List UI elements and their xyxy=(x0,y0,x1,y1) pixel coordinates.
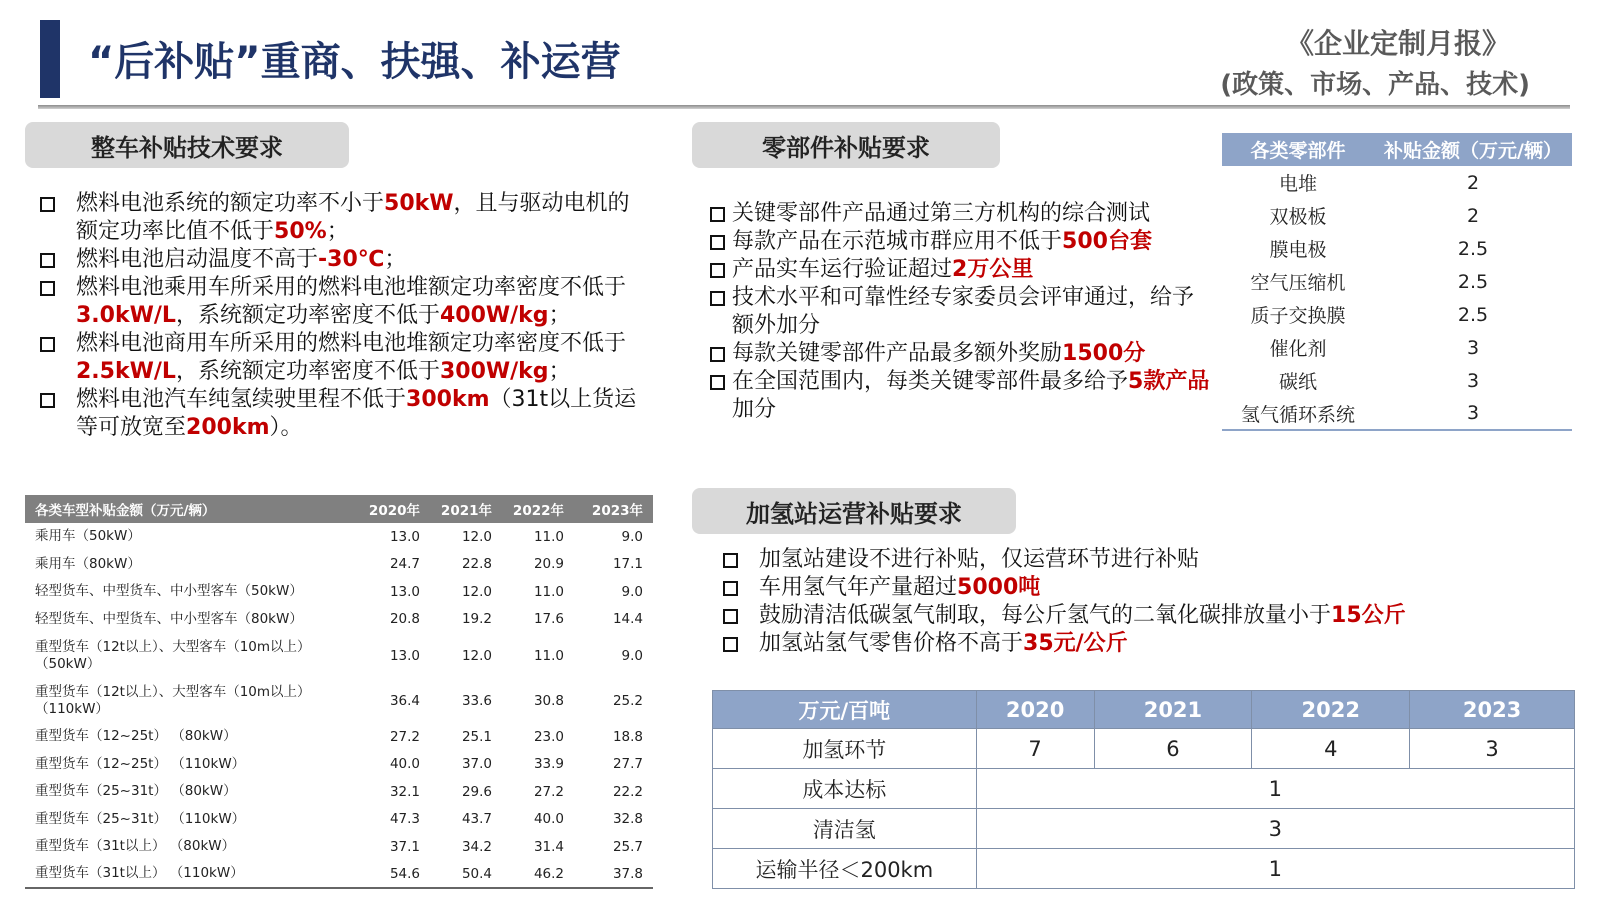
list-item xyxy=(710,284,1210,340)
table-row xyxy=(1222,397,1572,430)
list-item-text: 燃料电池系统的额定功率不小于 xyxy=(76,191,385,216)
table-cell: 17.1 xyxy=(612,556,643,573)
table-cell: 22.8 xyxy=(461,556,492,573)
highlight-value: 15公斤 xyxy=(1331,603,1406,628)
table-row xyxy=(25,633,653,678)
highlight-value: 50kW xyxy=(384,191,454,216)
column-header: 2023 xyxy=(1410,691,1575,729)
column-header: 各类车型补贴金额（万元/辆） xyxy=(25,495,355,523)
table-row xyxy=(1222,331,1572,364)
table-cell: 24.7 xyxy=(389,556,420,573)
table-row xyxy=(1222,232,1572,265)
table-cell: 54.6 xyxy=(355,861,430,889)
checkbox-bullet-icon xyxy=(710,347,725,362)
table-row xyxy=(25,751,653,779)
table-row xyxy=(25,606,653,634)
list-item-text: 在全国范围内，每类关键零部件最多给予 xyxy=(732,369,1129,394)
list-item xyxy=(710,340,1210,368)
row-label: 乘用车（80kW） xyxy=(35,555,141,572)
table-cell: 9.0 xyxy=(621,583,643,600)
list-item xyxy=(40,330,650,386)
table-cell: 11.0 xyxy=(533,528,564,545)
list-item-text: 车用氢气年产量超过 xyxy=(759,575,958,600)
table-cell: 19.2 xyxy=(461,611,492,628)
list-item-text: ； xyxy=(326,219,349,244)
table-cell: 22.2 xyxy=(612,783,643,800)
table-cell: 1 xyxy=(976,849,1574,889)
list-item xyxy=(710,256,1210,284)
table-cell: 29.6 xyxy=(461,783,492,800)
highlight-value: 1500分 xyxy=(1062,341,1146,366)
table-cell: 3 xyxy=(1410,729,1575,769)
table-row xyxy=(713,729,1575,769)
parts-requirements-list xyxy=(710,200,1210,424)
list-item-text: 燃料电池汽车纯氢续驶里程不低于 xyxy=(76,387,407,412)
highlight-value: 2.5kW/L xyxy=(76,359,176,384)
table-cell: 13.0 xyxy=(389,583,420,600)
highlight-value: 5000吨 xyxy=(957,575,1041,600)
list-item-text: 加氢站建设不进行补贴，仅运营环节进行补贴 xyxy=(759,547,1200,572)
header-divider xyxy=(38,105,1570,109)
table-cell: 6 xyxy=(1094,729,1252,769)
list-item xyxy=(710,228,1210,256)
table-cell: 12.0 xyxy=(461,583,492,600)
table-cell: 14.4 xyxy=(612,611,643,628)
table-cell: 11.0 xyxy=(533,647,564,664)
highlight-value: 50% xyxy=(274,219,327,244)
table-row xyxy=(1222,199,1572,232)
row-label: 轻型货车、中型货车、中小型客车（80kW） xyxy=(35,610,303,627)
list-item-text: 关键零部件产品通过第三方机构的综合测试 xyxy=(732,201,1151,226)
list-item-text: ，且与驱动电机的额定功率比值不低于 xyxy=(76,191,630,244)
highlight-value: 300km xyxy=(406,387,490,412)
section-parts-label: 零部件补贴要求 xyxy=(692,122,1000,168)
vehicle-requirements-list xyxy=(40,190,650,442)
table-cell: 37.0 xyxy=(461,756,492,773)
row-label: 重型货车（12t以上）、大型客车（10m以上）（110kW） xyxy=(35,683,311,717)
table-cell: 20.8 xyxy=(389,611,420,628)
row-label: 质子交换膜 xyxy=(1250,305,1346,327)
table-cell: 3 xyxy=(1466,336,1480,359)
table-row xyxy=(713,849,1575,889)
table-cell: 43.7 xyxy=(461,811,492,828)
table-row xyxy=(25,778,653,806)
list-item xyxy=(710,200,1210,228)
table-cell: 27.2 xyxy=(533,783,564,800)
vehicle-subsidy-table xyxy=(25,495,653,889)
table-cell: 7 xyxy=(976,729,1094,769)
highlight-value: 300W/kg xyxy=(439,359,549,384)
row-label: 氢气循环系统 xyxy=(1222,397,1374,430)
row-label: 加氢环节 xyxy=(713,729,977,769)
table-cell: 13.0 xyxy=(389,647,420,664)
title-accent-bar xyxy=(40,20,60,98)
table-cell: 33.9 xyxy=(533,756,564,773)
station-requirements-list xyxy=(723,546,1443,658)
table-cell: 2.5 xyxy=(1457,270,1489,293)
list-item xyxy=(40,274,650,330)
table-cell: 34.2 xyxy=(461,838,492,855)
table-cell: 11.0 xyxy=(533,583,564,600)
table-row xyxy=(25,578,653,606)
table-cell: 17.6 xyxy=(533,611,564,628)
table-cell: 3 xyxy=(1466,369,1480,392)
checkbox-bullet-icon xyxy=(40,281,55,296)
checkbox-bullet-icon xyxy=(710,235,725,250)
list-item-text: 每款关键零部件产品最多额外奖励 xyxy=(732,341,1063,366)
table-cell: 3 xyxy=(1374,397,1572,430)
column-header: 2021年 xyxy=(430,495,502,523)
table-cell: 37.8 xyxy=(574,861,653,889)
checkbox-bullet-icon xyxy=(710,291,725,306)
highlight-value: 500台套 xyxy=(1062,229,1152,254)
table-row xyxy=(25,523,653,551)
table-row xyxy=(25,833,653,861)
table-cell: 2.5 xyxy=(1457,303,1489,326)
list-item-text: 每款产品在示范城市群应用不低于 xyxy=(732,229,1063,254)
table-cell: 46.2 xyxy=(502,861,574,889)
highlight-value: -30℃ xyxy=(318,247,385,272)
list-item-text: ； xyxy=(384,247,407,272)
parts-subsidy-table xyxy=(1222,133,1572,431)
highlight-value: 35元/公斤 xyxy=(1023,631,1128,656)
highlight-value: 3.0kW/L xyxy=(76,303,176,328)
table-cell: 31.4 xyxy=(533,838,564,855)
table-header-row xyxy=(25,495,653,523)
table-cell: 27.7 xyxy=(612,756,643,773)
list-item-text: 技术水平和可靠性经专家委员会评审通过，给予额外加分 xyxy=(732,285,1195,338)
table-cell: 40.0 xyxy=(533,811,564,828)
row-label: 电堆 xyxy=(1278,173,1317,195)
list-item-text: 燃料电池商用车所采用的燃料电池堆额定功率密度不低于 xyxy=(76,331,627,356)
checkbox-bullet-icon xyxy=(723,609,738,624)
checkbox-bullet-icon xyxy=(40,337,55,352)
row-label: 重型货车（12~25t） （80kW） xyxy=(35,728,237,745)
page-title: “后补贴”重商、扶强、补运营 xyxy=(88,39,621,85)
list-item-text: 燃料电池启动温度不高于 xyxy=(76,247,319,272)
table-row xyxy=(1222,298,1572,331)
row-label: 重型货车（31t以上） （110kW） xyxy=(25,861,355,889)
row-label: 双极板 xyxy=(1269,206,1327,228)
section-vehicle-label: 整车补贴技术要求 xyxy=(25,122,349,168)
list-item-text: ）。 xyxy=(269,415,303,440)
table-cell: 2 xyxy=(1466,171,1480,194)
table-row xyxy=(25,551,653,579)
checkbox-bullet-icon xyxy=(710,207,725,222)
row-label: 运输半径＜200km xyxy=(713,849,977,889)
table-cell: 25.1 xyxy=(461,728,492,745)
table-cell: 2.5 xyxy=(1457,237,1489,260)
column-header: 2022年 xyxy=(502,495,574,523)
table-cell: 9.0 xyxy=(621,528,643,545)
table-cell: 1 xyxy=(976,769,1574,809)
table-cell: 23.0 xyxy=(533,728,564,745)
row-label: 空气压缩机 xyxy=(1250,272,1346,294)
report-name: 《企业定制月报》 xyxy=(1285,27,1510,60)
table-cell: 25.2 xyxy=(612,692,643,709)
list-item xyxy=(723,546,1443,574)
highlight-value: 400W/kg xyxy=(439,303,549,328)
table-row xyxy=(713,809,1575,849)
table-cell: 30.8 xyxy=(533,692,564,709)
column-header: 补贴金额（万元/辆） xyxy=(1374,133,1572,166)
row-label: 碳纸 xyxy=(1278,371,1317,393)
column-header: 2020 xyxy=(976,691,1094,729)
list-item xyxy=(40,246,650,274)
table-cell: 12.0 xyxy=(461,647,492,664)
row-label: 重型货车（12~25t） （110kW） xyxy=(35,755,246,772)
column-header: 2021 xyxy=(1094,691,1252,729)
table-cell: 20.9 xyxy=(533,556,564,573)
table-cell: 12.0 xyxy=(461,528,492,545)
table-cell: 3 xyxy=(976,809,1574,849)
checkbox-bullet-icon xyxy=(40,197,55,212)
checkbox-bullet-icon xyxy=(710,375,725,390)
table-cell: 4 xyxy=(1252,729,1410,769)
list-item-text: ； xyxy=(548,303,571,328)
row-label: 催化剂 xyxy=(1269,338,1327,360)
table-row xyxy=(25,861,653,889)
list-item-text: 产品实车运行验证超过 xyxy=(732,257,953,282)
row-label: 重型货车（31t以上） （80kW） xyxy=(35,838,236,855)
table-row xyxy=(25,723,653,751)
column-header: 2023年 xyxy=(574,495,653,523)
checkbox-bullet-icon xyxy=(40,253,55,268)
table-cell: 25.7 xyxy=(612,838,643,855)
column-header: 2020年 xyxy=(355,495,430,523)
table-row xyxy=(713,769,1575,809)
table-cell: 33.6 xyxy=(461,692,492,709)
highlight-value: 2万公里 xyxy=(952,257,1034,282)
list-item xyxy=(710,368,1210,424)
table-cell: 37.1 xyxy=(389,838,420,855)
table-cell: 9.0 xyxy=(621,647,643,664)
section-station-label: 加氢站运营补贴要求 xyxy=(692,488,1016,534)
table-cell: 13.0 xyxy=(389,528,420,545)
table-cell: 2 xyxy=(1466,204,1480,227)
checkbox-bullet-icon xyxy=(40,393,55,408)
row-label: 轻型货车、中型货车、中小型客车（50kW） xyxy=(35,583,303,600)
table-cell: 40.0 xyxy=(389,756,420,773)
list-item xyxy=(40,190,650,246)
row-label: 重型货车（12t以上）、大型客车（10m以上）（50kW） xyxy=(35,638,311,672)
list-item-text: 鼓励清洁低碳氢气制取，每公斤氢气的二氧化碳排放量小于 xyxy=(759,603,1332,628)
row-label: 乘用车（50kW） xyxy=(35,528,141,545)
column-header: 各类零部件 xyxy=(1222,133,1374,166)
row-label: 重型货车（25~31t） （80kW） xyxy=(35,783,237,800)
list-item xyxy=(723,602,1443,630)
list-item xyxy=(40,386,650,442)
row-label: 重型货车（25~31t） （110kW） xyxy=(35,810,246,827)
station-subsidy-table xyxy=(712,690,1575,889)
list-item-text: ； xyxy=(548,359,571,384)
table-cell: 32.8 xyxy=(612,811,643,828)
table-row xyxy=(1222,364,1572,397)
highlight-value: 5款产品 xyxy=(1128,369,1210,394)
table-cell: 18.8 xyxy=(612,728,643,745)
checkbox-bullet-icon xyxy=(710,263,725,278)
list-item-text: 加氢站氢气零售价格不高于 xyxy=(759,631,1024,656)
list-item-text: ，系统额定功率密度不低于 xyxy=(175,359,440,384)
checkbox-bullet-icon xyxy=(723,637,738,652)
list-item-text: （31t以上货运等可放宽至 xyxy=(76,387,637,440)
list-item-text: 加分 xyxy=(732,397,777,422)
list-item xyxy=(723,630,1443,658)
row-label: 清洁氢 xyxy=(713,809,977,849)
checkbox-bullet-icon xyxy=(723,553,738,568)
table-cell: 47.3 xyxy=(389,811,420,828)
checkbox-bullet-icon xyxy=(723,581,738,596)
table-header-row xyxy=(713,691,1575,729)
column-header: 万元/百吨 xyxy=(713,691,977,729)
list-item-text: ，系统额定功率密度不低于 xyxy=(175,303,440,328)
table-row xyxy=(1222,265,1572,298)
table-row xyxy=(1222,166,1572,199)
table-row xyxy=(25,678,653,723)
list-item-text: 燃料电池乘用车所采用的燃料电池堆额定功率密度不低于 xyxy=(76,275,627,300)
table-cell: 32.1 xyxy=(389,783,420,800)
table-cell: 27.2 xyxy=(389,728,420,745)
row-label: 膜电极 xyxy=(1269,239,1327,261)
report-subtitle: (政策、市场、产品、技术) xyxy=(1220,70,1530,100)
table-cell: 36.4 xyxy=(389,692,420,709)
row-label: 成本达标 xyxy=(713,769,977,809)
table-cell: 50.4 xyxy=(430,861,502,889)
list-item xyxy=(723,574,1443,602)
highlight-value: 200km xyxy=(186,415,270,440)
column-header: 2022 xyxy=(1252,691,1410,729)
table-header-row xyxy=(1222,133,1572,166)
table-row xyxy=(25,806,653,834)
